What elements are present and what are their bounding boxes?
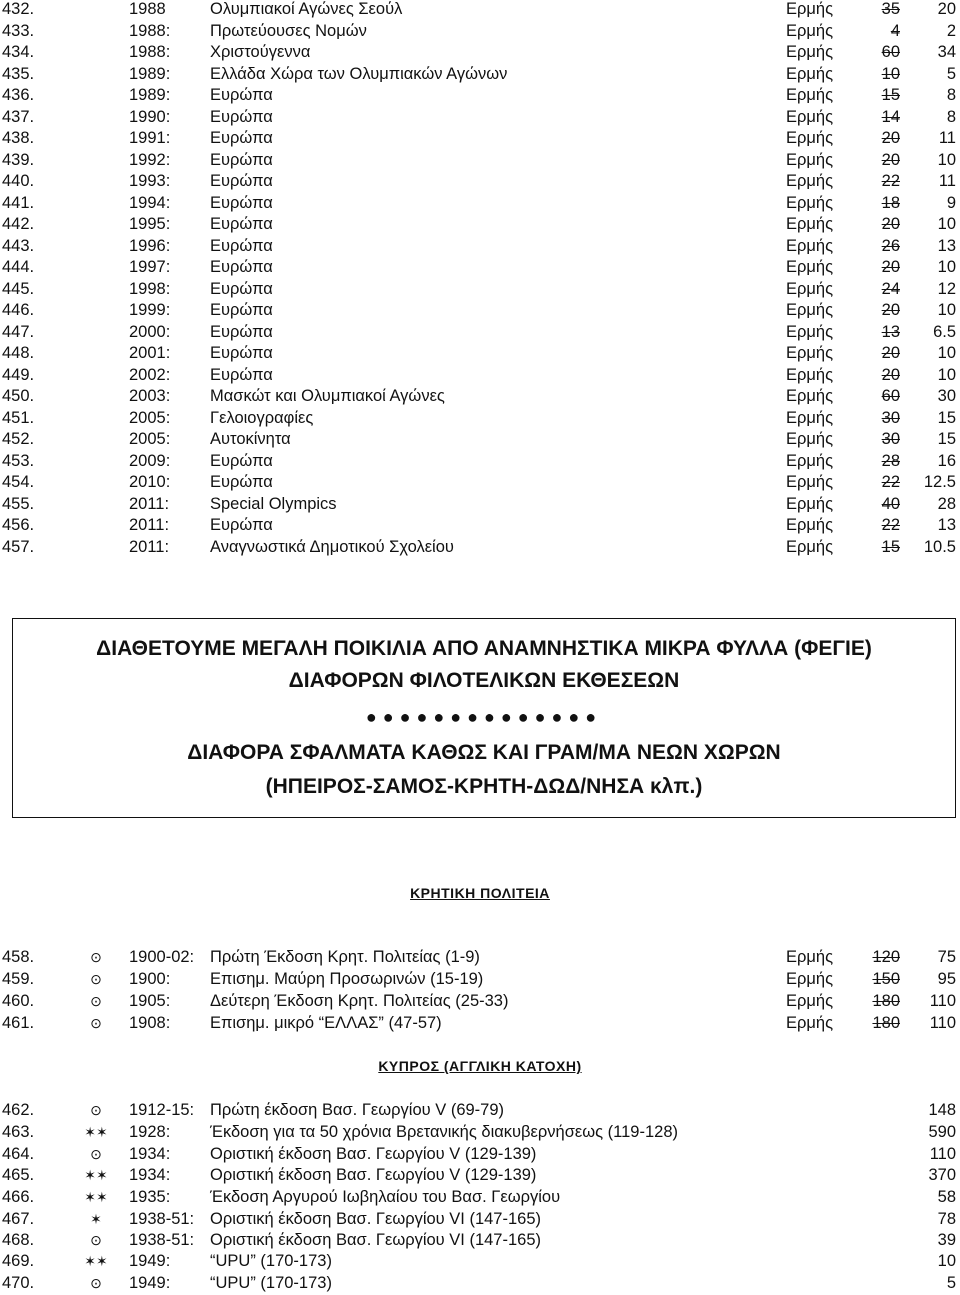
- item-year: 2011:: [129, 494, 170, 513]
- item-year: 1998:: [129, 279, 171, 298]
- item-description: Ευρώπα: [210, 279, 273, 298]
- item-catalogue: Ερμής: [786, 451, 834, 470]
- item-old-price: 22: [881, 172, 900, 190]
- item-number: 461.: [2, 1014, 35, 1032]
- item-catalogue: Ερμής: [786, 129, 834, 147]
- item-description: Ολυμπιακοί Αγώνες Σεούλ: [210, 0, 403, 18]
- item-price: 15: [937, 430, 956, 448]
- item-old-price: 22: [881, 473, 900, 491]
- item-description: Ευρώπα: [210, 365, 273, 384]
- item-old-price: 14: [881, 107, 900, 126]
- item-price: 2: [946, 21, 956, 40]
- item-description: Οριστική έκδοση Βασ. Γεωργίου VI (147-165): [210, 1210, 541, 1228]
- item-description: Αναγνωστικά Δημοτικού Σχολείου: [210, 537, 454, 556]
- item-price: 110: [929, 992, 956, 1010]
- section-heading-cyprus: ΚΥΠΡΟΣ (ΑΓΓΛΙΚΗ ΚΑΤΟΧΗ): [378, 1058, 582, 1074]
- table-row: [0, 170, 960, 192]
- item-price: 6.5: [933, 322, 956, 341]
- item-description: Ευρώπα: [210, 129, 273, 147]
- item-number: 459.: [2, 970, 35, 988]
- item-description: Οριστική έκδοση Βασ. Γεωργίου V (129-139): [210, 1166, 537, 1184]
- item-number: 442.: [2, 215, 35, 233]
- item-old-price: 24: [881, 279, 900, 298]
- table-row: [0, 385, 960, 407]
- table-row: [0, 1208, 960, 1230]
- item-price: 10: [937, 258, 956, 276]
- table-row: [0, 364, 960, 386]
- item-year: 2010:: [129, 473, 171, 491]
- item-year: 1912-15:: [129, 1101, 195, 1119]
- item-year: 1994:: [129, 193, 171, 212]
- table-row: [0, 1012, 960, 1034]
- used-stamp-icon: ⊙: [90, 949, 102, 965]
- item-number: 466.: [2, 1188, 35, 1206]
- item-description: Αυτοκίνητα: [210, 430, 291, 448]
- notice-line-3: ΔΙΑΦΟΡΑ ΣΦΑΛΜΑΤΑ ΚΑΘΩΣ ΚΑΙ ΓΡΑΜ/ΜΑ ΝΕΩΝ ΧΩΡΩΝ: [187, 741, 781, 764]
- item-description: Έκδοση για τα 50 χρόνια Βρετανικής διακυβερνήσεως (119-128): [210, 1123, 678, 1141]
- item-year: 2000:: [129, 322, 171, 341]
- item-description: Ευρώπα: [210, 215, 273, 233]
- item-number: 458.: [2, 948, 35, 966]
- table-row: [0, 41, 960, 63]
- item-catalogue: Ερμής: [786, 86, 834, 104]
- table-row: [0, 342, 960, 364]
- item-price: 75: [937, 948, 956, 966]
- table-row: [0, 84, 960, 106]
- item-number: 452.: [2, 430, 35, 448]
- item-year: 2001:: [129, 344, 171, 362]
- item-catalogue: Ερμής: [786, 408, 834, 427]
- item-year: 1992:: [129, 150, 171, 169]
- item-description: Χριστούγεννα: [210, 43, 311, 61]
- item-number: 467.: [2, 1210, 35, 1228]
- item-description: Οριστική έκδοση Βασ. Γεωργίου V (129-139): [210, 1145, 537, 1163]
- table-row: [0, 321, 960, 343]
- table-row: [0, 149, 960, 171]
- table-row: [0, 990, 960, 1012]
- item-description: Επισημ. Μαύρη Προσωρινών (15-19): [210, 970, 484, 988]
- item-price: 9: [946, 193, 956, 212]
- table-row: [0, 946, 960, 968]
- item-price: 30: [937, 387, 956, 405]
- item-description: “UPU” (170-173): [210, 1274, 332, 1292]
- item-price: 28: [937, 494, 956, 513]
- item-price: 12: [937, 279, 956, 298]
- item-year: 1934:: [129, 1145, 171, 1163]
- item-year: 1949:: [129, 1274, 171, 1292]
- item-catalogue: Ερμής: [786, 344, 834, 362]
- item-old-price: 10: [881, 64, 900, 83]
- item-price: 13: [937, 516, 956, 534]
- item-price: 15: [937, 408, 956, 427]
- item-old-price: 20: [881, 344, 900, 362]
- item-catalogue: Ερμής: [786, 43, 834, 61]
- item-catalogue: Ερμής: [786, 64, 834, 83]
- item-description: Ευρώπα: [210, 301, 273, 319]
- table-row: [0, 127, 960, 149]
- item-number: 446.: [2, 301, 35, 319]
- table-row: [0, 493, 960, 515]
- item-number: 469.: [2, 1252, 35, 1270]
- table-row: [0, 968, 960, 990]
- table-row: [0, 450, 960, 472]
- item-price: 58: [937, 1188, 956, 1206]
- item-price: 39: [937, 1231, 956, 1249]
- item-year: 2005:: [129, 408, 171, 427]
- item-price: 110: [929, 1014, 956, 1032]
- table-row: [0, 1143, 960, 1165]
- item-description: Πρώτη Έκδοση Κρητ. Πολιτείας (1-9): [210, 948, 480, 966]
- item-description: Γελοιογραφίες: [210, 408, 314, 427]
- item-year: 1990:: [129, 107, 171, 126]
- item-year: 1900-02:: [129, 948, 195, 966]
- item-year: 1996:: [129, 236, 171, 255]
- item-description: Πρωτεύουσες Νομών: [210, 21, 367, 40]
- item-price: 590: [928, 1123, 956, 1141]
- item-year: 1928:: [129, 1123, 171, 1141]
- item-description: Ευρώπα: [210, 172, 273, 190]
- notice-line-1: ΔΙΑΘΕΤΟΥΜΕ ΜΕΓΑΛΗ ΠΟΙΚΙΛΙΑ ΑΠΟ ΑΝΑΜΝΗΣΤΙΚΑ ΜΙΚΡΑ ΦΥΛΛΑ (ΦΕΓΙΕ): [96, 637, 872, 660]
- table-row: [0, 299, 960, 321]
- item-price: 11: [938, 129, 956, 147]
- item-year: 1991:: [129, 129, 171, 147]
- table-row: [0, 0, 960, 20]
- item-price: 10: [937, 150, 956, 169]
- item-price: 10: [937, 301, 956, 319]
- item-price: 34: [937, 43, 956, 61]
- item-price: 11: [938, 172, 956, 190]
- table-row: [0, 1250, 960, 1272]
- item-old-price: 30: [881, 430, 900, 448]
- item-year: 1938-51:: [129, 1210, 195, 1228]
- notice-line-4: (ΗΠΕΙΡΟΣ-ΣΑΜΟΣ-ΚΡΗΤΗ-ΔΩΔ/ΝΗΣΑ κλπ.): [265, 775, 703, 798]
- table-row: [0, 536, 960, 558]
- item-year: 1999:: [129, 301, 171, 319]
- item-number: 439.: [2, 150, 35, 169]
- item-year: 1934:: [129, 1166, 171, 1184]
- item-price: 148: [928, 1101, 956, 1119]
- item-year: 1997:: [129, 258, 171, 276]
- item-catalogue: Ερμής: [786, 970, 834, 988]
- item-number: 436.: [2, 86, 35, 104]
- table-row: [0, 471, 960, 493]
- mint-stamp-icon: ✶✶: [84, 1189, 108, 1205]
- item-number: 445.: [2, 279, 35, 298]
- item-price: 110: [929, 1145, 956, 1163]
- item-year: 2011:: [129, 537, 170, 556]
- item-catalogue: Ερμής: [786, 215, 834, 233]
- table-row: [0, 514, 960, 536]
- item-description: Δεύτερη Έκδοση Κρητ. Πολιτείας (25-33): [210, 992, 509, 1010]
- item-price: 5: [946, 64, 956, 83]
- hinged-stamp-icon: ✶: [90, 1211, 102, 1227]
- notice-dots-divider: ●●●●●●●●●●●●●●: [365, 707, 603, 727]
- item-catalogue: Ερμής: [786, 494, 834, 513]
- item-number: 457.: [2, 537, 35, 556]
- mint-stamp-icon: ✶✶: [84, 1253, 108, 1269]
- item-old-price: 180: [872, 992, 900, 1010]
- item-price: 8: [946, 86, 956, 104]
- table-row: [0, 1272, 960, 1294]
- item-year: 1989:: [129, 64, 171, 83]
- mint-stamp-icon: ✶✶: [84, 1167, 108, 1183]
- item-catalogue: Ερμής: [786, 0, 834, 18]
- item-catalogue: Ερμής: [786, 279, 834, 298]
- item-price: 10: [937, 1252, 956, 1270]
- item-description: Ελλάδα Χώρα των Ολυμπιακών Αγώνων: [210, 64, 508, 83]
- item-year: 1949:: [129, 1252, 171, 1270]
- item-catalogue: Ερμής: [786, 172, 834, 190]
- item-catalogue: Ερμής: [786, 322, 834, 341]
- item-price: 10.5: [923, 537, 956, 556]
- item-description: Ευρώπα: [210, 344, 273, 362]
- item-description: Έκδοση Αργυρού Ιωβηλαίου του Βασ. Γεωργίου: [210, 1188, 561, 1206]
- item-catalogue: Ερμής: [786, 150, 834, 169]
- item-catalogue: Ερμής: [786, 258, 834, 276]
- item-number: 468.: [2, 1231, 35, 1249]
- item-number: 470.: [2, 1274, 35, 1292]
- item-price: 10: [937, 344, 956, 362]
- item-number: 454.: [2, 473, 35, 491]
- item-description: Ευρώπα: [210, 193, 273, 212]
- item-description: Πρώτη έκδοση Βασ. Γεωργίου V (69-79): [210, 1101, 505, 1119]
- item-year: 2005:: [129, 430, 171, 448]
- item-old-price: 20: [881, 129, 900, 147]
- item-catalogue: Ερμής: [786, 537, 834, 556]
- item-old-price: 40: [881, 494, 900, 513]
- item-old-price: 15: [881, 86, 900, 104]
- item-price: 10: [937, 215, 956, 233]
- item-number: 448.: [2, 344, 35, 362]
- item-price: 10: [937, 365, 956, 384]
- item-catalogue: Ερμής: [786, 301, 834, 319]
- notice-box: [12, 618, 956, 818]
- item-description: Επισημ. μικρό “ΕΛΛΑΣ” (47-57): [210, 1014, 442, 1032]
- item-number: 455.: [2, 494, 35, 513]
- item-price: 8: [946, 107, 956, 126]
- item-number: 437.: [2, 107, 35, 126]
- used-stamp-icon: ⊙: [90, 971, 102, 987]
- item-old-price: 60: [881, 387, 900, 405]
- item-description: “UPU” (170-173): [210, 1252, 332, 1270]
- item-description: Ευρώπα: [210, 258, 273, 276]
- item-price: 12.5: [923, 473, 956, 491]
- table-row: [0, 278, 960, 300]
- item-price: 16: [937, 451, 956, 470]
- item-old-price: 13: [881, 322, 900, 341]
- section-heading-crete: ΚΡΗΤΙΚΗ ΠΟΛΙΤΕΙΑ: [410, 885, 550, 901]
- item-description: Ευρώπα: [210, 150, 273, 169]
- item-old-price: 120: [872, 948, 900, 966]
- item-number: 440.: [2, 172, 35, 190]
- table-row: [0, 1186, 960, 1208]
- item-year: 1938-51:: [129, 1231, 195, 1249]
- item-year: 1988: [129, 0, 166, 18]
- item-catalogue: Ερμής: [786, 365, 834, 384]
- item-year: 1988:: [129, 21, 171, 40]
- item-year: 2011:: [129, 516, 170, 534]
- item-number: 456.: [2, 516, 35, 534]
- item-catalogue: Ερμής: [786, 1014, 834, 1032]
- table-row: [0, 428, 960, 450]
- item-price: 370: [928, 1166, 956, 1184]
- item-number: 434.: [2, 43, 35, 61]
- table-row: [0, 1121, 960, 1143]
- item-year: 1988:: [129, 43, 171, 61]
- item-old-price: 20: [881, 365, 900, 384]
- item-description: Ευρώπα: [210, 516, 273, 534]
- item-price: 5: [946, 1274, 956, 1292]
- item-description: Μασκώτ και Ολυμπιακοί Αγώνες: [210, 387, 445, 405]
- item-price: 13: [937, 236, 956, 255]
- table-row: [0, 192, 960, 214]
- item-price: 95: [937, 970, 956, 988]
- item-description: Ευρώπα: [210, 236, 273, 255]
- item-number: 444.: [2, 258, 35, 276]
- item-description: Special Olympics: [210, 494, 337, 513]
- item-catalogue: Ερμής: [786, 107, 834, 126]
- item-old-price: 20: [881, 258, 900, 276]
- table-row: [0, 1164, 960, 1186]
- item-description: Ευρώπα: [210, 473, 273, 491]
- item-number: 435.: [2, 64, 35, 83]
- item-number: 449.: [2, 365, 35, 384]
- item-old-price: 20: [881, 215, 900, 233]
- used-stamp-icon: ⊙: [90, 1275, 102, 1291]
- item-number: 453.: [2, 451, 35, 470]
- table-row: [0, 20, 960, 42]
- item-year: 1995:: [129, 215, 171, 233]
- notice-line-2: ΔΙΑΦΟΡΩΝ ΦΙΛΟΤΕΛΙΚΩΝ ΕΚΘΕΣΕΩΝ: [288, 669, 680, 692]
- item-old-price: 15: [881, 537, 900, 556]
- table-row: [0, 63, 960, 85]
- used-stamp-icon: ⊙: [90, 1102, 102, 1118]
- item-description: Οριστική έκδοση Βασ. Γεωργίου VI (147-165): [210, 1231, 541, 1249]
- item-catalogue: Ερμής: [786, 21, 834, 40]
- item-catalogue: Ερμής: [786, 516, 834, 534]
- item-description: Ευρώπα: [210, 86, 273, 104]
- item-catalogue: Ερμής: [786, 948, 834, 966]
- item-year: 2002:: [129, 365, 171, 384]
- item-number: 464.: [2, 1145, 35, 1163]
- used-stamp-icon: ⊙: [90, 993, 102, 1009]
- item-number: 463.: [2, 1123, 35, 1141]
- item-old-price: 28: [881, 451, 900, 470]
- item-price: 78: [937, 1210, 956, 1228]
- item-number: 432.: [2, 0, 35, 18]
- item-old-price: 26: [881, 236, 900, 255]
- table-row: [0, 1229, 960, 1251]
- item-old-price: 22: [881, 516, 900, 534]
- table-row: [0, 256, 960, 278]
- item-year: 1905:: [129, 992, 171, 1010]
- table-row: [0, 1099, 960, 1121]
- item-catalogue: Ερμής: [786, 193, 834, 212]
- item-catalogue: Ερμής: [786, 430, 834, 448]
- used-stamp-icon: ⊙: [90, 1015, 102, 1031]
- item-number: 451.: [2, 408, 35, 427]
- item-price: 20: [937, 0, 956, 18]
- item-number: 433.: [2, 21, 35, 40]
- item-old-price: 150: [872, 970, 900, 988]
- item-year: 2009:: [129, 451, 171, 470]
- item-description: Ευρώπα: [210, 451, 273, 470]
- item-old-price: 20: [881, 301, 900, 319]
- item-description: Ευρώπα: [210, 107, 273, 126]
- item-catalogue: Ερμής: [786, 473, 834, 491]
- table-row: [0, 213, 960, 235]
- used-stamp-icon: ⊙: [90, 1232, 102, 1248]
- item-catalogue: Ερμής: [786, 992, 834, 1010]
- item-year: 1989:: [129, 86, 171, 104]
- item-number: 441.: [2, 193, 35, 212]
- item-old-price: 4: [890, 21, 900, 40]
- item-number: 450.: [2, 387, 35, 405]
- item-old-price: 18: [881, 193, 900, 212]
- item-number: 447.: [2, 322, 35, 341]
- item-year: 1993:: [129, 172, 171, 190]
- used-stamp-icon: ⊙: [90, 1146, 102, 1162]
- item-year: 1908:: [129, 1014, 171, 1032]
- item-number: 465.: [2, 1166, 35, 1184]
- item-number: 460.: [2, 992, 35, 1010]
- item-number: 443.: [2, 236, 35, 255]
- table-row: [0, 407, 960, 429]
- mint-stamp-icon: ✶✶: [84, 1124, 108, 1140]
- table-row: [0, 235, 960, 257]
- item-old-price: 20: [881, 150, 900, 169]
- item-old-price: 60: [881, 43, 900, 61]
- table-row: [0, 106, 960, 128]
- item-old-price: 35: [881, 0, 900, 18]
- item-catalogue: Ερμής: [786, 387, 834, 405]
- item-description: Ευρώπα: [210, 322, 273, 341]
- item-year: 1935:: [129, 1188, 171, 1206]
- item-old-price: 180: [872, 1014, 900, 1032]
- item-year: 2003:: [129, 387, 171, 405]
- item-old-price: 30: [881, 408, 900, 427]
- item-year: 1900:: [129, 970, 171, 988]
- item-number: 438.: [2, 129, 35, 147]
- item-number: 462.: [2, 1101, 35, 1119]
- item-catalogue: Ερμής: [786, 236, 834, 255]
